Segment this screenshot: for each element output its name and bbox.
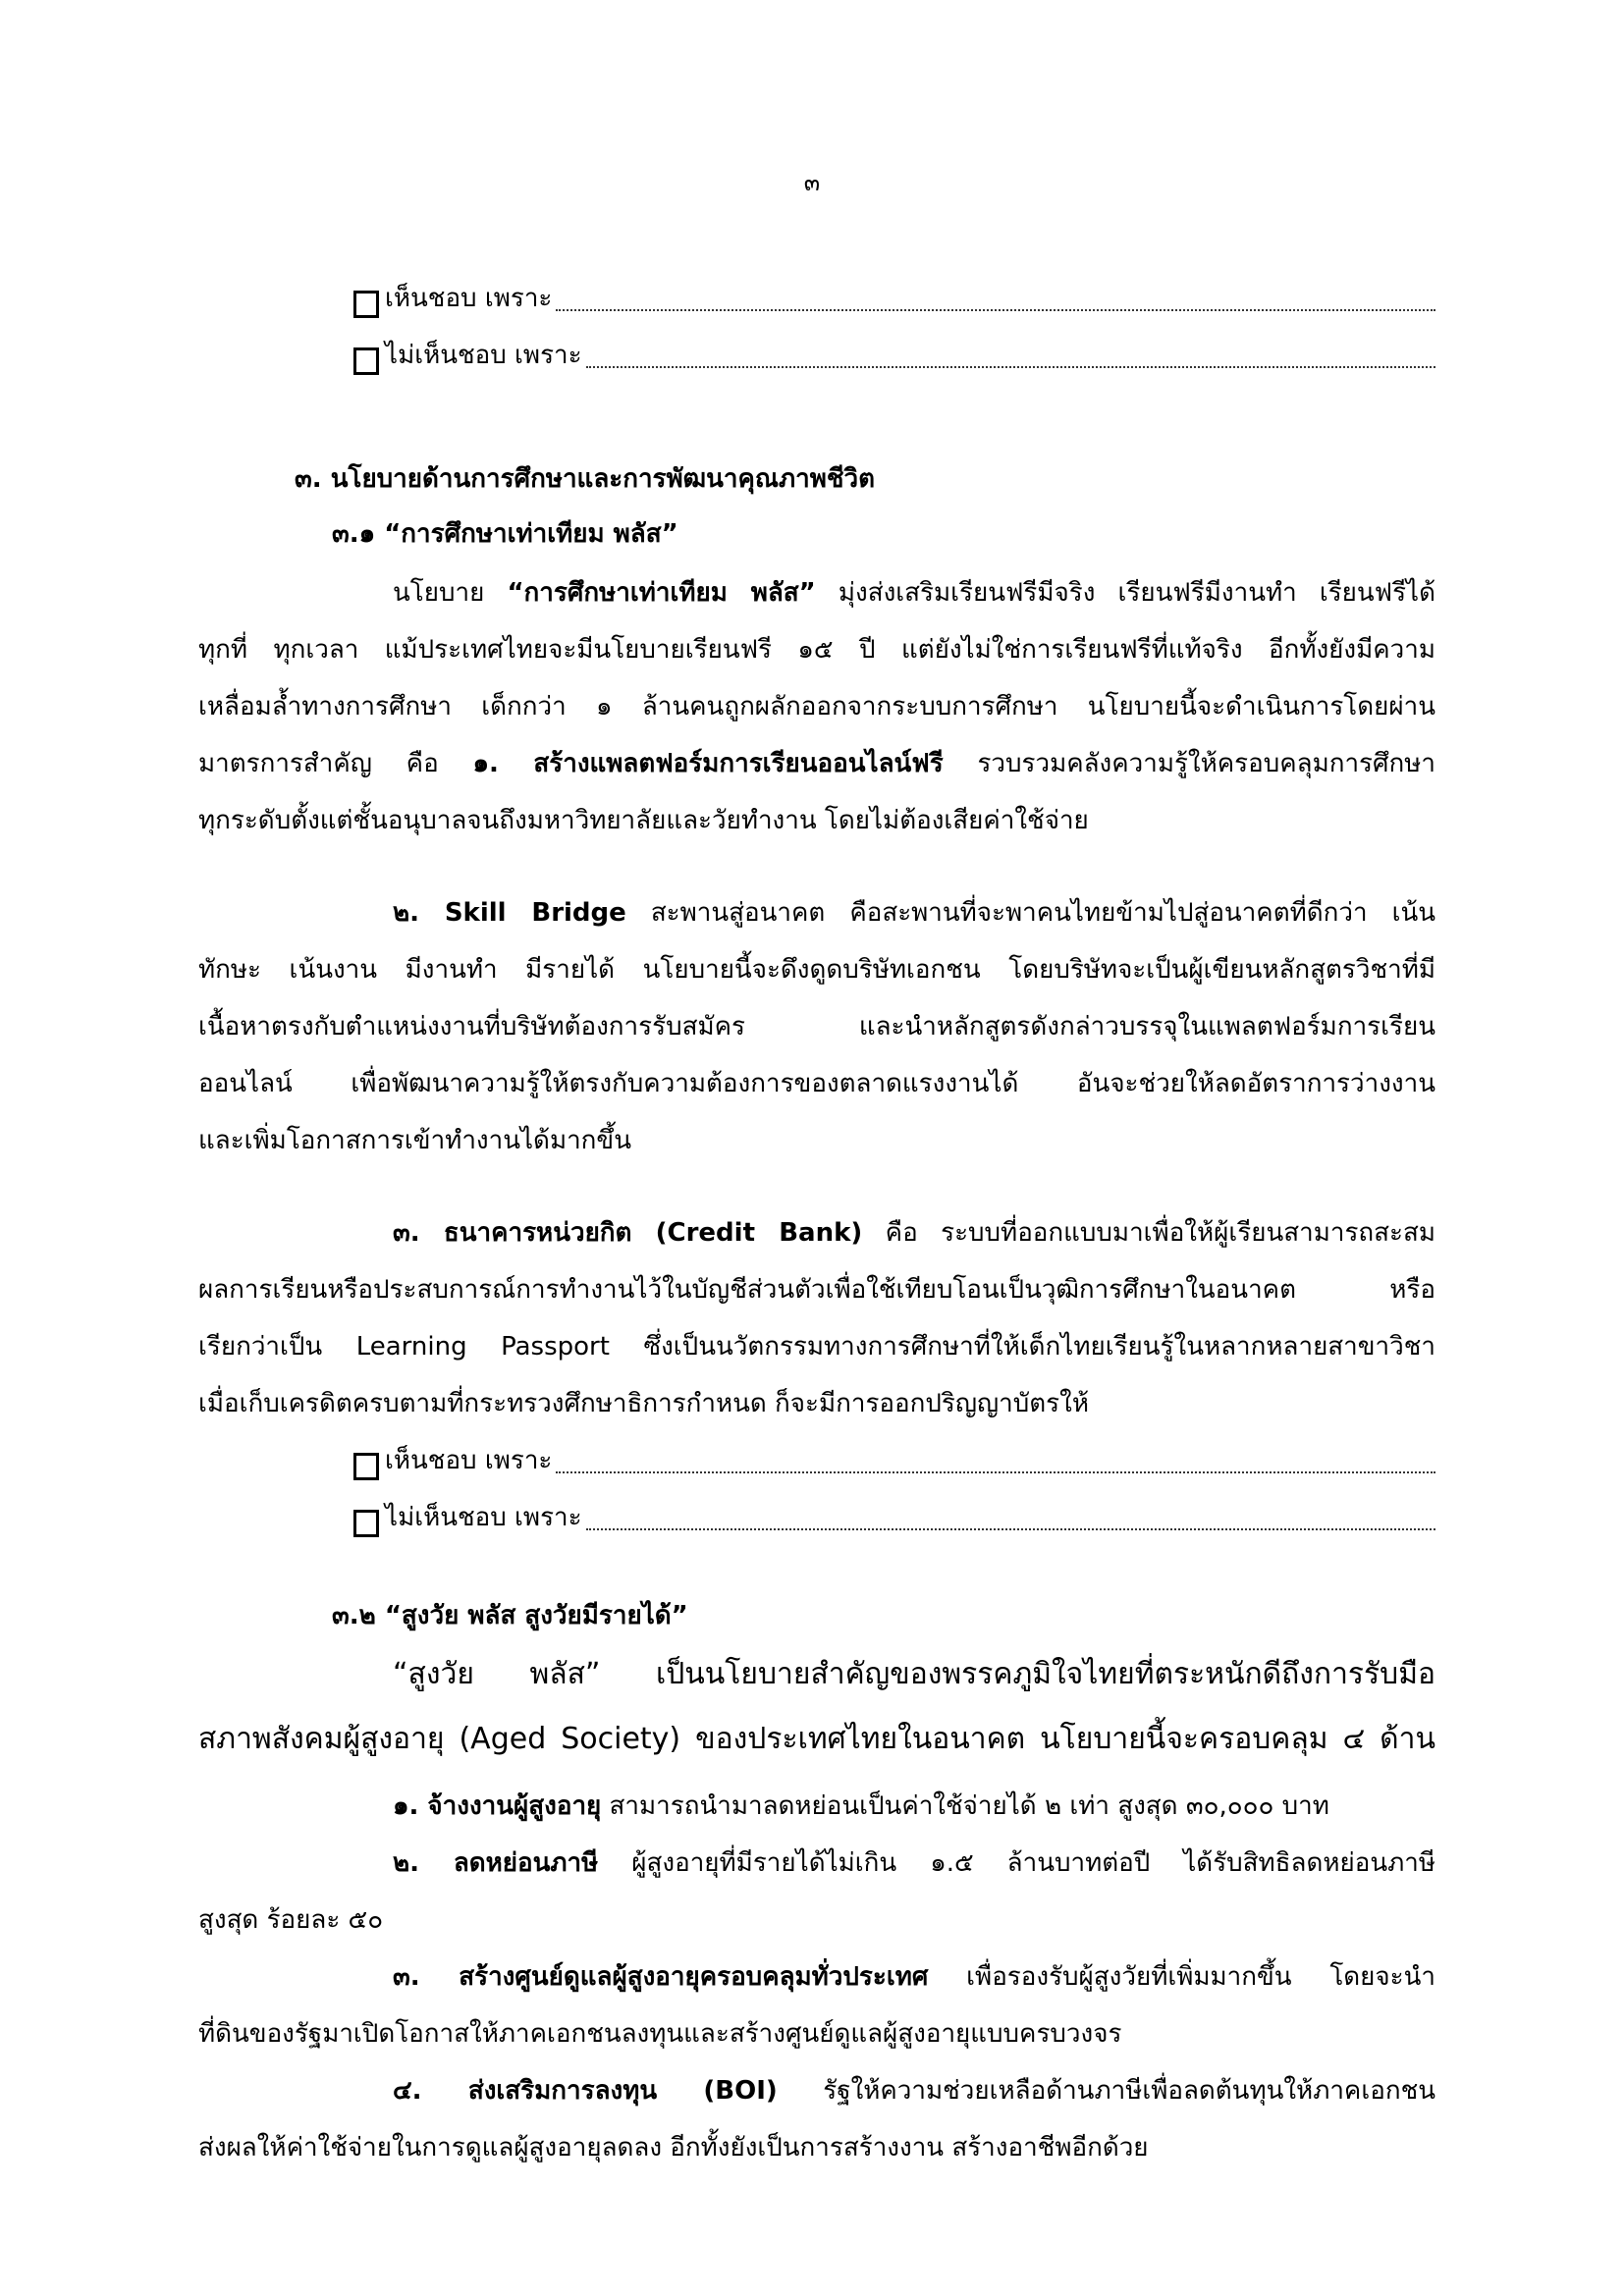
page-number: ๓: [803, 169, 821, 196]
disagree-option-1[interactable]: [353, 340, 1435, 375]
checkbox-agree-1[interactable]: [353, 291, 379, 318]
agree-option-2[interactable]: [353, 1445, 1435, 1480]
checkbox-disagree-1[interactable]: [353, 347, 379, 375]
checkbox-disagree-2[interactable]: [353, 1510, 379, 1537]
agree-option-1[interactable]: [353, 283, 1435, 318]
answer-dotted-line[interactable]: [556, 309, 1435, 311]
section-heading: ๓. นโยบายด้านการศึกษาและการพัฒนาคุณภาพชีวิต: [295, 464, 876, 494]
paragraph-line: เรียกว่าเป็น Learning Passport ซึ่งเป็นนวัตกรรมทางการศึกษาที่ให้เด็กไทยเรียนรู้ในหลากหลายสาขาวิชา: [198, 1332, 1435, 1362]
paragraph-line: ผลการเรียนหรือประสบการณ์การทำงานไว้ในบัญชีส่วนตัวเพื่อใช้เทียบโอนเป็นวุฒิการศึกษาในอนาคต หรือ: [198, 1275, 1435, 1305]
paragraph-line: เนื้อหาตรงกับตำแหน่งงานที่บริษัทต้องการรับสมัคร และนำหลักสูตรดังกล่าวบรรจุในแพลตฟอร์มการเรียน: [198, 1012, 1435, 1041]
answer-dotted-line[interactable]: [586, 366, 1435, 368]
paragraph-line: สภาพสังคมผู้สูงอายุ (Aged Society) ของประเทศไทยในอนาคต นโยบายนี้จะครอบคลุม ๔ ด้าน: [198, 1722, 1435, 1756]
paragraph-line: ๒. Skill Bridge สะพานสู่อนาคต คือสะพานที่จะพาคนไทยข้ามไปสู่อนาคตที่ดีกว่า เน้น: [393, 898, 1436, 928]
paragraph-line: มาตรการสำคัญ คือ ๑. สร้างแพลตฟอร์มการเรียนออนไลน์ฟรี รวบรวมคลังความรู้ให้ครอบคลุมการศึกษา: [198, 749, 1436, 778]
item-line: ๑. จ้างงานผู้สูงอายุ สามารถนำมาลดหย่อนเป็นค่าใช้จ่ายได้ ๒ เท่า สูงสุด ๓๐,๐๐๐ บาท: [393, 1791, 1329, 1821]
paragraph-line: และเพิ่มโอกาสการเข้าทำงานได้มากขึ้น: [198, 1126, 631, 1155]
paragraph-line: นโยบาย “การศึกษาเท่าเทียม พลัส” มุ่งส่งเสริมเรียนฟรีมีจริง เรียนฟรีมีงานทำ เรียนฟรีได้: [393, 578, 1436, 608]
agree-label: เห็นชอบ เพราะ: [385, 284, 553, 313]
checkbox-agree-2[interactable]: [353, 1453, 379, 1480]
disagree-label: ไม่เห็นชอบ เพราะ: [385, 1503, 582, 1532]
paragraph-line: ส่งผลให้ค่าใช้จ่ายในการดูแลผู้สูงอายุลดลง อีกทั้งยังเป็นการสร้างงาน สร้างอาชีพอีกด้วย: [198, 2133, 1149, 2163]
item-line: ๒. ลดหย่อนภาษี ผู้สูงอายุที่มีรายได้ไม่เกิน ๑.๕ ล้านบาทต่อปี ได้รับสิทธิลดหย่อนภาษี: [393, 1848, 1435, 1878]
paragraph-line: ที่ดินของรัฐมาเปิดโอกาสให้ภาคเอกชนลงทุนและสร้างศูนย์ดูแลผู้สูงอายุแบบครบวงจร: [198, 2019, 1122, 2049]
paragraph-line: สูงสุด ร้อยละ ๕๐: [198, 1905, 384, 1935]
paragraph-line: เหลื่อมล้ำทางการศึกษา เด็กกว่า ๑ ล้านคนถูกผลักออกจากระบบการศึกษา นโยบายนี้จะดำเนินการโดยผ่าน: [198, 692, 1435, 721]
paragraph-line: ออนไลน์ เพื่อพัฒนาความรู้ให้ตรงกับความต้องการของตลาดแรงงานได้ อันจะช่วยให้ลดอัตราการว่างงาน: [198, 1069, 1435, 1098]
paragraph-line: ๓. ธนาคารหน่วยกิต (Credit Bank) คือ ระบบที่ออกแบบมาเพื่อให้ผู้เรียนสามารถสะสม: [393, 1218, 1435, 1248]
answer-dotted-line[interactable]: [556, 1471, 1435, 1473]
paragraph-line: ทุกที่ ทุกเวลา แม้ประเทศไทยจะมีนโยบายเรียนฟรี ๑๕ ปี แต่ยังไม่ใช่การเรียนฟรีที่แท้จริง อีกทั้งยังมีความ: [198, 635, 1435, 665]
paragraph-line: ทักษะ เน้นงาน มีงานทำ มีรายได้ นโยบายนี้จะดึงดูดบริษัทเอกชน โดยบริษัทจะเป็นผู้เขียนหลักสูตรวิชาที่มี: [198, 955, 1435, 985]
agree-label: เห็นชอบ เพราะ: [385, 1446, 553, 1475]
paragraph-line: ทุกระดับตั้งแต่ชั้นอนุบาลจนถึงมหาวิทยาลัยและวัยทำงาน โดยไม่ต้องเสียค่าใช้จ่าย: [198, 806, 1089, 835]
subsection-heading: ๓.๑ “การศึกษาเท่าเทียม พลัส”: [332, 519, 678, 549]
disagree-label: ไม่เห็นชอบ เพราะ: [385, 341, 582, 370]
paragraph-line: เมื่อเก็บเครดิตครบตามที่กระทรวงศึกษาธิการกำหนด ก็จะมีการออกปริญญาบัตรให้: [198, 1389, 1089, 1418]
subsection-heading: ๓.๒ “สูงวัย พลัส สูงวัยมีรายได้”: [332, 1601, 688, 1630]
paragraph-line: “สูงวัย พลัส” เป็นนโยบายสำคัญของพรรคภูมิใจไทยที่ตระหนักดีถึงการรับมือ: [393, 1657, 1435, 1691]
answer-dotted-line[interactable]: [586, 1528, 1435, 1530]
item-line: ๔. ส่งเสริมการลงทุน (BOI) รัฐให้ความช่วยเหลือด้านภาษีเพื่อลดต้นทุนให้ภาคเอกชน: [393, 2076, 1435, 2106]
item-line: ๓. สร้างศูนย์ดูแลผู้สูงอายุครอบคลุมทั่วประเทศ เพื่อรองรับผู้สูงวัยที่เพิ่มมากขึ้น โดยจะนำ: [393, 1962, 1435, 1992]
disagree-option-2[interactable]: [353, 1502, 1435, 1537]
